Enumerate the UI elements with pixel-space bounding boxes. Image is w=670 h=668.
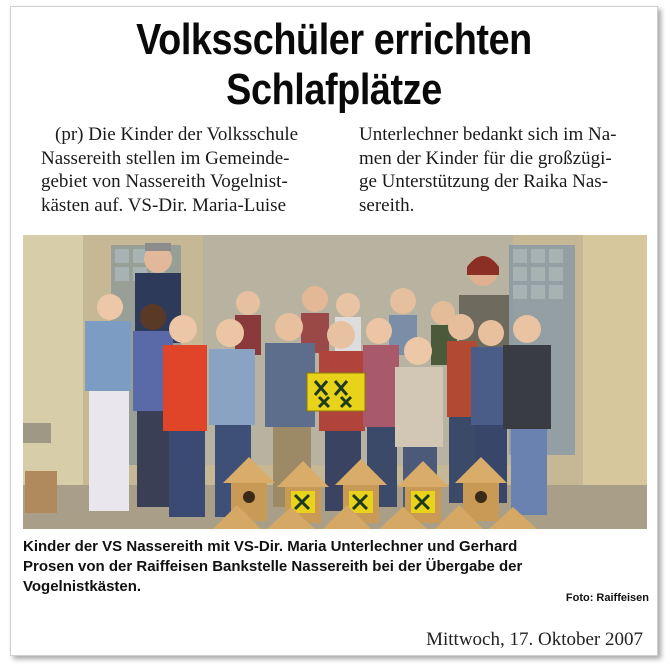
- body-line: kästen auf. VS-Dir. Maria-Luise: [41, 194, 287, 216]
- group-photo: [23, 235, 647, 529]
- photo-caption: [23, 537, 649, 597]
- article-column-1: [41, 123, 336, 217]
- headline: [56, 15, 612, 115]
- body-line: Unterlechner bedankt sich im Na-: [359, 124, 617, 145]
- article-column-2: [359, 123, 651, 217]
- body-line: Nassereith stellen im Gemeinde-: [41, 147, 290, 169]
- body-line: (pr) Die Kinder der Volksschule: [55, 124, 299, 145]
- group-photo-illustration: [23, 235, 647, 529]
- child-3: [163, 315, 207, 517]
- body-line: sereith.: [359, 194, 415, 216]
- body-line: ge Unterstützung der Raika Nas-: [359, 171, 609, 192]
- caption-line: Vogelnistkästen.: [23, 578, 142, 595]
- dateline: Mittwoch, 17. Oktober 2007: [426, 629, 643, 650]
- child-1: [85, 294, 131, 511]
- headline-line-1: Volksschüler errichten: [136, 15, 532, 64]
- body-line: men der Kinder für die großzügi-: [359, 147, 612, 169]
- photo-credit: Foto: Raiffeisen: [565, 592, 649, 604]
- caption-line: Kinder der VS Nassereith mit VS-Dir. Maria Unterlechner und Gerhard: [23, 538, 518, 555]
- body-line: gebiet von Nassereith Vogelnist-: [41, 171, 288, 192]
- headline-line-2: Schlafplätze: [226, 65, 442, 114]
- raiffeisen-sign: [307, 373, 365, 411]
- caption-line: Prosen von der Raiffeisen Bankstelle Nassereith bei der Übergabe der: [23, 558, 523, 575]
- newspaper-clipping: [10, 6, 658, 656]
